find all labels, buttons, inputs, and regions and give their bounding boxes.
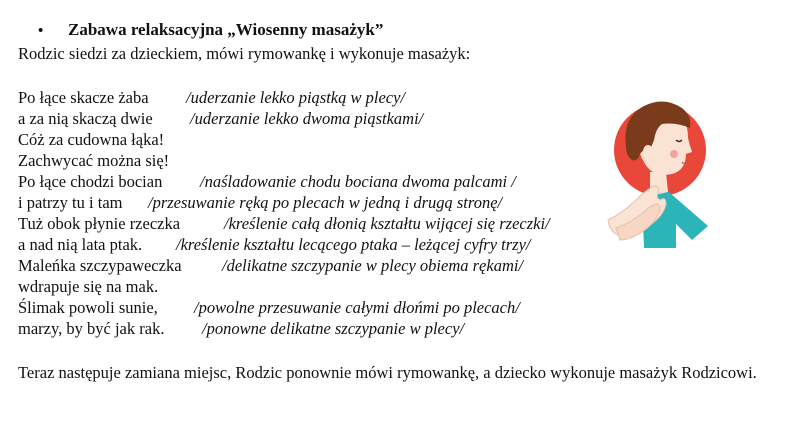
- verse-text: Maleńka szczypaweczka: [18, 256, 182, 275]
- massage-instruction: /naśladowanie chodu bociana dwoma palcami /: [200, 172, 516, 191]
- massage-instruction: /kreślenie kształtu lecącego ptaka – leżącej cyfry trzy/: [176, 235, 531, 254]
- verse-text: Po łące chodzi bocian: [18, 172, 163, 191]
- poem-line: [18, 277, 158, 299]
- massage-instruction: /kreślenie całą dłonią kształtu wijącej się rzeczki/: [224, 214, 550, 233]
- poem-line: [18, 298, 520, 320]
- verse-text: Tuż obok płynie rzeczka: [18, 214, 181, 233]
- poem-line: [18, 235, 530, 257]
- poem-line: [18, 109, 423, 131]
- poem-line: [18, 256, 523, 278]
- verse-text: a za nią skaczą dwie: [18, 109, 153, 128]
- verse-text: i patrzy tu i tam: [18, 193, 123, 212]
- child-massage-illustration: [600, 88, 730, 258]
- outro-text: Teraz następuje zamiana miejsc, Rodzic ponownie mówi rymowankę, a dziecko wykonuje masażyk Rodzicowi.: [18, 363, 757, 382]
- verse-text: Zachwycać można się!: [18, 151, 170, 170]
- poem-line: [18, 214, 550, 236]
- massage-instruction: /uderzanie lekko piąstką w plecy/: [186, 88, 406, 107]
- poem-line: [18, 172, 516, 194]
- poem-line: [18, 193, 502, 215]
- poem-line: [18, 88, 405, 110]
- heading-title: Zabawa relaksacyjna „Wiosenny masażyk”: [68, 20, 384, 39]
- verse-text: wdrapuje się na mak.: [18, 277, 159, 296]
- verse-text: Ślimak powoli sunie,: [18, 298, 158, 317]
- verse-text: marzy, by być jak rak.: [18, 319, 165, 338]
- massage-instruction: /delikatne szczypanie w plecy obiema rękami/: [222, 256, 524, 275]
- massage-instruction: /powolne przesuwanie całymi dłońmi po plecach/: [194, 298, 520, 317]
- verse-text: Po łące skacze żaba: [18, 88, 149, 107]
- section-heading: [38, 20, 383, 40]
- bullet: •: [38, 23, 44, 39]
- child-massage-icon: [600, 88, 730, 258]
- intro-text: Rodzic siedzi za dzieckiem, mówi rymowankę i wykonuje masażyk:: [18, 44, 471, 63]
- massage-instruction: /uderzanie lekko dwoma piąstkami/: [190, 109, 424, 128]
- verse-text: Cóż za cudowna łąka!: [18, 130, 165, 149]
- verse-text: a nad nią lata ptak.: [18, 235, 143, 254]
- massage-instruction: /ponowne delikatne szczypanie w plecy/: [202, 319, 465, 338]
- massage-instruction: /przesuwanie ręką po plecach w jedną i drugą stronę/: [148, 193, 503, 212]
- poem-line: [18, 130, 164, 152]
- poem-line: [18, 151, 169, 173]
- poem-line: [18, 319, 464, 341]
